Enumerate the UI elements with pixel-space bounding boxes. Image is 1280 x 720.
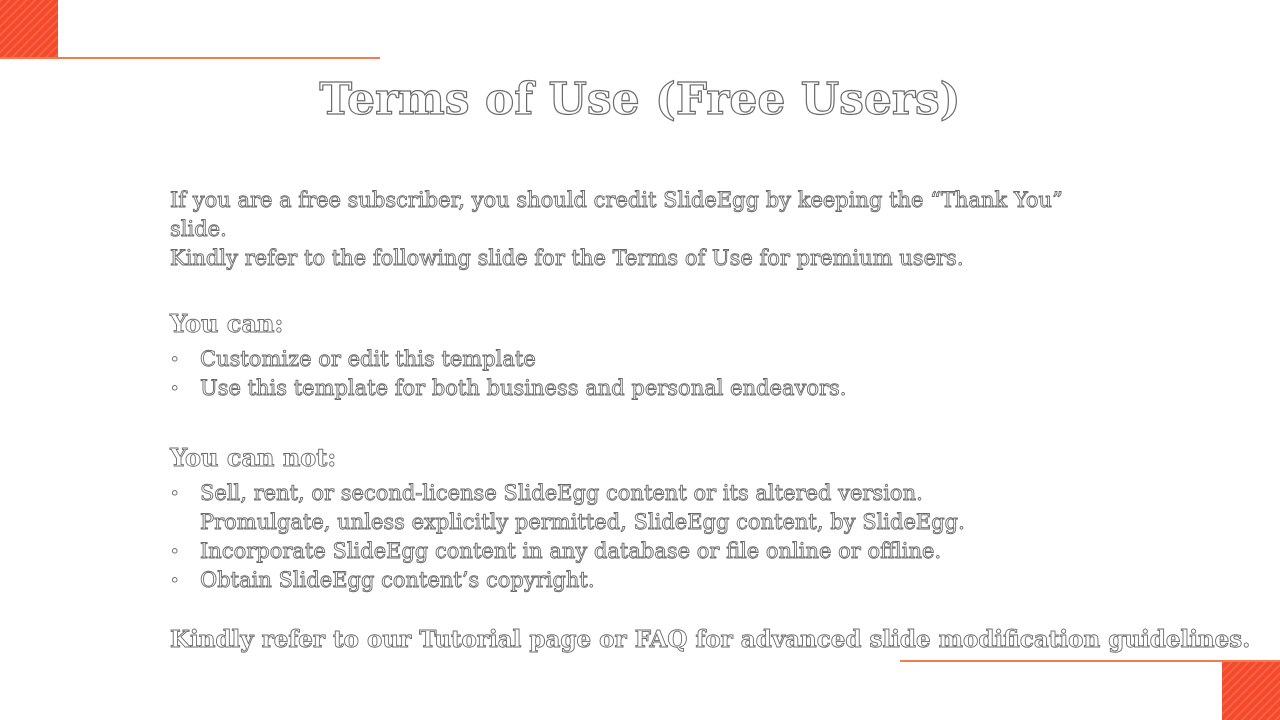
list-item: • Use this template for both business and personal endeavors. <box>170 374 1130 403</box>
intro-line: If you are a free subscriber, you should credit SlideEgg by keeping the “Thank You” <box>170 188 1063 212</box>
accent-line-top <box>0 57 380 59</box>
footer-note: Kindly refer to our Tutorial page or FAQ for advanced slide modification guidelines. <box>170 626 1251 653</box>
can-list <box>170 345 1130 403</box>
list-item: • Customize or edit this template <box>170 345 1130 374</box>
list-item: • Incorporate SlideEgg content in any database or file online or offline. <box>170 537 1130 566</box>
section-heading-cannot: You can not: <box>170 443 337 472</box>
slide-body <box>170 186 1251 655</box>
intro-line: Kindly refer to the following slide for the Terms of Use for premium users. <box>170 246 964 270</box>
section-heading-can: You can: <box>170 309 284 338</box>
intro-paragraph <box>170 186 1130 273</box>
corner-decoration-top-left <box>0 0 58 58</box>
list-item: Promulgate, unless explicitly permitted, SlideEgg content, by SlideEgg. <box>200 510 965 534</box>
list-item: • Sell, rent, or second-license SlideEgg content or its altered version. <box>170 479 1130 508</box>
slide-title: Terms of Use (Free Users) <box>319 74 961 125</box>
corner-decoration-bottom-right <box>1222 662 1280 720</box>
list-item: • Obtain SlideEgg content’s copyright. <box>170 566 1130 595</box>
intro-line: slide. <box>170 217 227 241</box>
cannot-list <box>170 479 1130 595</box>
